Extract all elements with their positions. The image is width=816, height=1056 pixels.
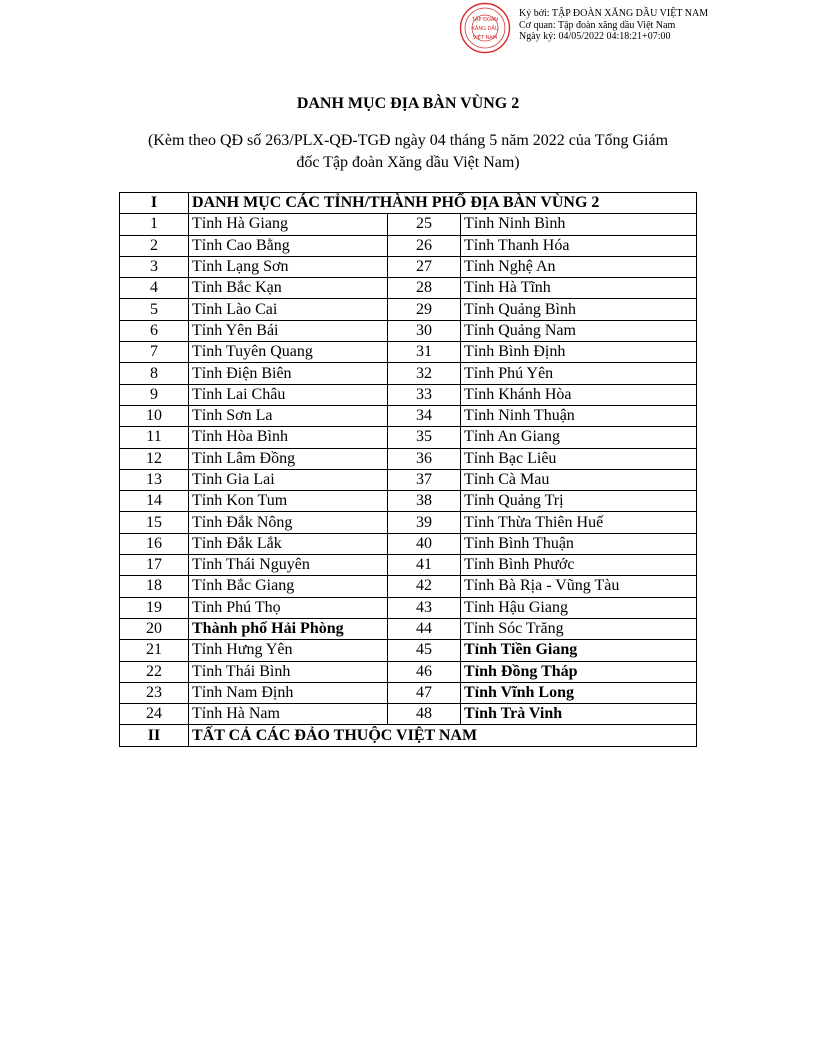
row-number-right: 29 [388,299,461,320]
row-number-right: 31 [388,342,461,363]
province-name-left: Thành phố Hải Phòng [189,618,388,639]
subtitle-line-2: đốc Tập đoàn Xăng dầu Việt Nam) [296,154,520,171]
row-number-right: 38 [388,491,461,512]
signed-by: Ký bởi: TẬP ĐOÀN XĂNG DẦU VIỆT NAM [519,8,709,19]
row-number-right: 45 [388,640,461,661]
row-number-right: 43 [388,597,461,618]
row-number-left: 3 [120,256,189,277]
table-row [120,682,697,703]
row-number-right: 41 [388,555,461,576]
province-name-left: Tỉnh Sơn La [189,405,388,426]
table-row [120,448,697,469]
table-row [120,533,697,554]
company-seal-icon [459,2,511,54]
section-label: TẤT CẢ CÁC ĐẢO THUỘC VIỆT NAM [189,725,697,746]
seal-text-bottom: VIỆT NAM [472,35,498,41]
row-number-left: 13 [120,469,189,490]
signing-agency: Cơ quan: Tập đoàn xăng dầu Việt Nam [519,19,676,31]
row-number-left: 22 [120,661,189,682]
row-number-left: 18 [120,576,189,597]
seal-text-mid: XĂNG DẦU [471,26,499,32]
province-name-right: Tỉnh Hậu Giang [461,597,697,618]
province-name-left: Tỉnh Tuyên Quang [189,342,388,363]
section-number: II [120,725,189,746]
province-name-right: Tỉnh Tiền Giang [461,640,697,661]
table-row [120,640,697,661]
province-name-right: Tỉnh An Giang [461,427,697,448]
section-row-1 [120,193,697,214]
row-number-left: 1 [120,214,189,235]
province-name-right: Tỉnh Cà Mau [461,469,697,490]
province-name-left: Tỉnh Đắk Nông [189,512,388,533]
province-name-right: Tỉnh Nghệ An [461,256,697,277]
document-subtitle [120,130,696,174]
row-number-left: 21 [120,640,189,661]
province-name-left: Tỉnh Lào Cai [189,299,388,320]
row-number-right: 47 [388,682,461,703]
province-name-right: Tỉnh Hà Tĩnh [461,278,697,299]
row-number-right: 39 [388,512,461,533]
province-name-left: Tỉnh Hòa Bình [189,427,388,448]
row-number-right: 42 [388,576,461,597]
row-number-right: 44 [388,618,461,639]
province-name-left: Tỉnh Thái Bình [189,661,388,682]
row-number-left: 17 [120,555,189,576]
province-name-left: Tỉnh Nam Định [189,682,388,703]
province-name-right: Tỉnh Sóc Trăng [461,618,697,639]
province-name-left: Tỉnh Lâm Đồng [189,448,388,469]
row-number-left: 19 [120,597,189,618]
table-row [120,214,697,235]
province-name-right: Tỉnh Ninh Bình [461,214,697,235]
province-name-right: Tỉnh Trà Vinh [461,704,697,725]
province-name-left: Tỉnh Hà Nam [189,704,388,725]
row-number-right: 30 [388,320,461,341]
province-name-left: Tỉnh Lai Châu [189,384,388,405]
signature-info [519,8,708,43]
province-name-left: Tỉnh Điện Biên [189,363,388,384]
digital-signature-block [459,2,759,54]
row-number-right: 32 [388,363,461,384]
table-row [120,342,697,363]
row-number-left: 11 [120,427,189,448]
table-row [120,278,697,299]
row-number-left: 10 [120,405,189,426]
province-name-left: Tỉnh Thái Nguyên [189,555,388,576]
row-number-left: 5 [120,299,189,320]
signing-date: Ngày ký: 04/05/2022 04:18:21+07:00 [519,31,671,42]
table-row [120,555,697,576]
province-name-right: Tỉnh Bình Định [461,342,697,363]
table-row [120,299,697,320]
province-name-left: Tỉnh Đắk Lắk [189,533,388,554]
province-name-left: Tỉnh Yên Bái [189,320,388,341]
table-row [120,597,697,618]
row-number-right: 37 [388,469,461,490]
table-row [120,661,697,682]
table-row [120,384,697,405]
row-number-right: 28 [388,278,461,299]
row-number-left: 2 [120,235,189,256]
province-name-right: Tỉnh Ninh Thuận [461,405,697,426]
row-number-right: 35 [388,427,461,448]
province-name-right: Tỉnh Thừa Thiên Huế [461,512,697,533]
province-name-right: Tỉnh Thanh Hóa [461,235,697,256]
table-row [120,235,697,256]
row-number-right: 48 [388,704,461,725]
table-row [120,576,697,597]
row-number-left: 4 [120,278,189,299]
province-name-right: Tỉnh Đồng Tháp [461,661,697,682]
province-name-left: Tỉnh Gia Lai [189,469,388,490]
row-number-right: 25 [388,214,461,235]
province-name-left: Tỉnh Bắc Giang [189,576,388,597]
province-name-right: Tỉnh Bà Rịa - Vũng Tàu [461,576,697,597]
row-number-right: 46 [388,661,461,682]
province-name-right: Tỉnh Phú Yên [461,363,697,384]
seal-text-top: TẬP ĐOÀN [472,17,498,23]
row-number-left: 6 [120,320,189,341]
row-number-left: 24 [120,704,189,725]
province-name-right: Tỉnh Quảng Nam [461,320,697,341]
province-name-right: Tỉnh Quảng Trị [461,491,697,512]
province-name-right: Tỉnh Quảng Bình [461,299,697,320]
row-number-left: 16 [120,533,189,554]
row-number-right: 27 [388,256,461,277]
table-row [120,704,697,725]
row-number-right: 34 [388,405,461,426]
document-title: DANH MỤC ĐỊA BÀN VÙNG 2 [296,95,520,112]
province-name-right: Tỉnh Bạc Liêu [461,448,697,469]
row-number-left: 9 [120,384,189,405]
province-name-left: Tỉnh Lạng Sơn [189,256,388,277]
table-row [120,618,697,639]
section-row-2 [120,725,697,746]
province-name-left: Tỉnh Cao Bằng [189,235,388,256]
province-name-left: Tỉnh Hưng Yên [189,640,388,661]
table-row [120,427,697,448]
row-number-right: 26 [388,235,461,256]
province-name-right: Tỉnh Bình Phước [461,555,697,576]
province-name-right: Tỉnh Khánh Hòa [461,384,697,405]
subtitle-line-1: (Kèm theo QĐ số 263/PLX-QĐ-TGĐ ngày 04 tháng 5 năm 2022 của Tổng Giám [147,132,669,149]
row-number-left: 20 [120,618,189,639]
row-number-left: 8 [120,363,189,384]
section-number: I [120,193,189,214]
row-number-right: 40 [388,533,461,554]
table-row [120,320,697,341]
table-row [120,469,697,490]
province-table [119,192,697,747]
province-name-left: Tỉnh Phú Thọ [189,597,388,618]
row-number-right: 36 [388,448,461,469]
table-row [120,491,697,512]
row-number-left: 12 [120,448,189,469]
row-number-left: 14 [120,491,189,512]
row-number-left: 23 [120,682,189,703]
row-number-left: 7 [120,342,189,363]
province-name-left: Tỉnh Hà Giang [189,214,388,235]
table-row [120,512,697,533]
province-name-right: Tỉnh Vĩnh Long [461,682,697,703]
row-number-left: 15 [120,512,189,533]
province-name-left: Tỉnh Bắc Kạn [189,278,388,299]
table-row [120,363,697,384]
province-name-left: Tỉnh Kon Tum [189,491,388,512]
row-number-right: 33 [388,384,461,405]
table-row [120,256,697,277]
section-label: DANH MỤC CÁC TỈNH/THÀNH PHỐ ĐỊA BÀN VÙNG 2 [189,193,697,214]
table-row [120,405,697,426]
province-name-right: Tỉnh Bình Thuận [461,533,697,554]
